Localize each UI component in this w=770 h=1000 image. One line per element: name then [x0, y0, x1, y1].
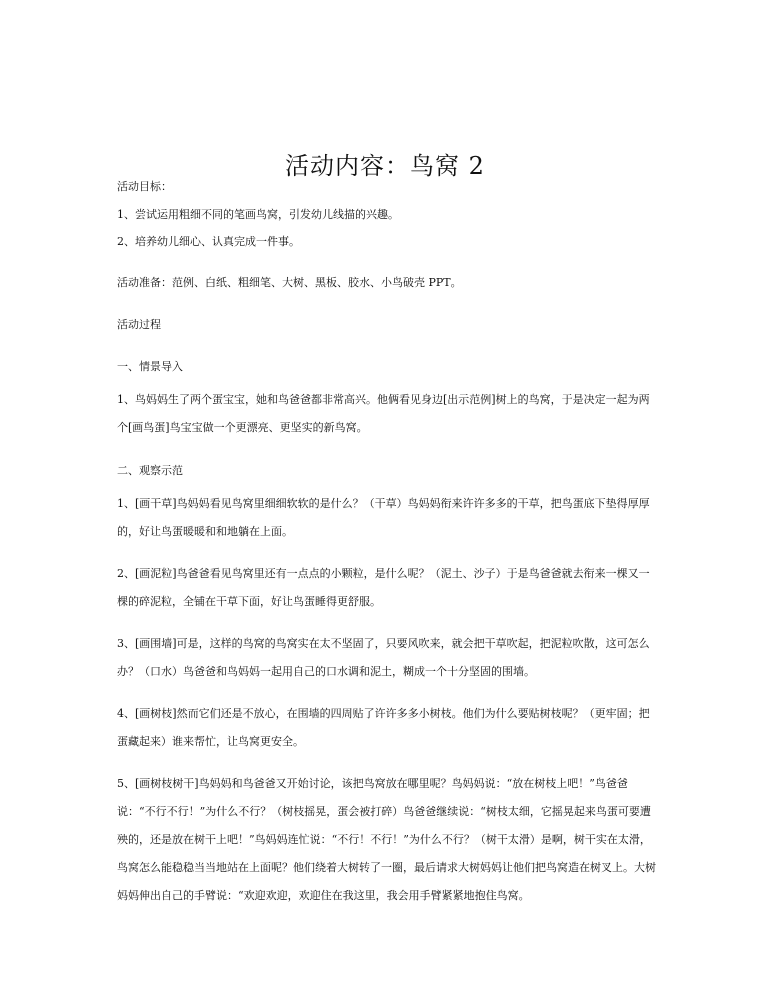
- goal-item: 2、培养幼儿细心、认真完成一件事。: [117, 235, 300, 248]
- paragraph: 2、[画泥粒]鸟爸爸看见鸟窝里还有一点点的小颗粒，是什么呢？（泥土、沙子）于是鸟爸爸就去衔来一棵又一棵的碎泥粒，全铺在干草下面，好让鸟蛋睡得更舒服。: [117, 567, 650, 608]
- goal-item: 1、尝试运用粗细不同的笔画鸟窝，引发幼儿线描的兴趣。: [117, 208, 399, 221]
- process-heading: 活动过程: [117, 318, 161, 331]
- paragraph: 5、[画树枝树干]鸟妈妈和鸟爸爸又开始讨论，该把鸟窝放在哪里呢？鸟妈妈说：“放在树枝上吧！”鸟爸爸说：“不行不行！”为什么不行？（树枝摇晃，蛋会被打碎）鸟爸爸继续说：“树枝太细，它摇晃起来鸟蛋可要遭殃的，还是放在树干上吧！”鸟妈妈连忙说：“不行！不行！”为什么不行？（树干太滑）是啊，树干实在太滑，鸟窝怎么能稳稳当当地站在上面呢？他们绕着大树转了一圈，最后请求大树妈妈让他们把鸟窝造在树叉上。大树妈妈伸出自己的手臂说：“欢迎欢迎，欢迎住在我这里，我会用手臂紧紧地抱住鸟窝。: [117, 777, 656, 902]
- section-heading: 二、观察示范: [117, 464, 183, 477]
- paragraph: 4、[画树枝]然而它们还是不放心，在围墙的四周贴了许许多多小树枝。他们为什么要贴树枝呢？（更牢固；把蛋藏起来）谁来帮忙，让鸟窝更安全。: [117, 707, 650, 748]
- section-heading: 一、情景导入: [117, 360, 183, 373]
- paragraph: 1、[画干草]鸟妈妈看见鸟窝里细细软软的是什么？（干草）鸟妈妈衔来许许多多的干草，把鸟蛋底下垫得厚厚的，好让鸟蛋暖暖和和地躺在上面。: [117, 497, 650, 538]
- preparation-text: 活动准备：范例、白纸、粗细笔、大树、黑板、胶水、小鸟破壳 PPT。: [117, 276, 462, 289]
- paragraph: 1、鸟妈妈生了两个蛋宝宝，她和鸟爸爸都非常高兴。他俩看见身边[出示范例]树上的鸟窝，于是决定一起为两个[画鸟蛋]鸟宝宝做一个更漂亮、更坚实的新鸟窝。: [117, 393, 650, 434]
- paragraph: 3、[画围墙]可是，这样的鸟窝的鸟窝实在太不坚固了，只要风吹来，就会把干草吹起，把泥粒吹散，这可怎么办？（口水）鸟爸爸和鸟妈妈一起用自己的口水调和泥土，糊成一个十分坚固的围墙。: [117, 637, 650, 678]
- goals-heading: 活动目标：: [117, 180, 172, 193]
- document-body: [117, 178, 657, 910]
- page-title: 活动内容：鸟窝 2: [285, 152, 485, 181]
